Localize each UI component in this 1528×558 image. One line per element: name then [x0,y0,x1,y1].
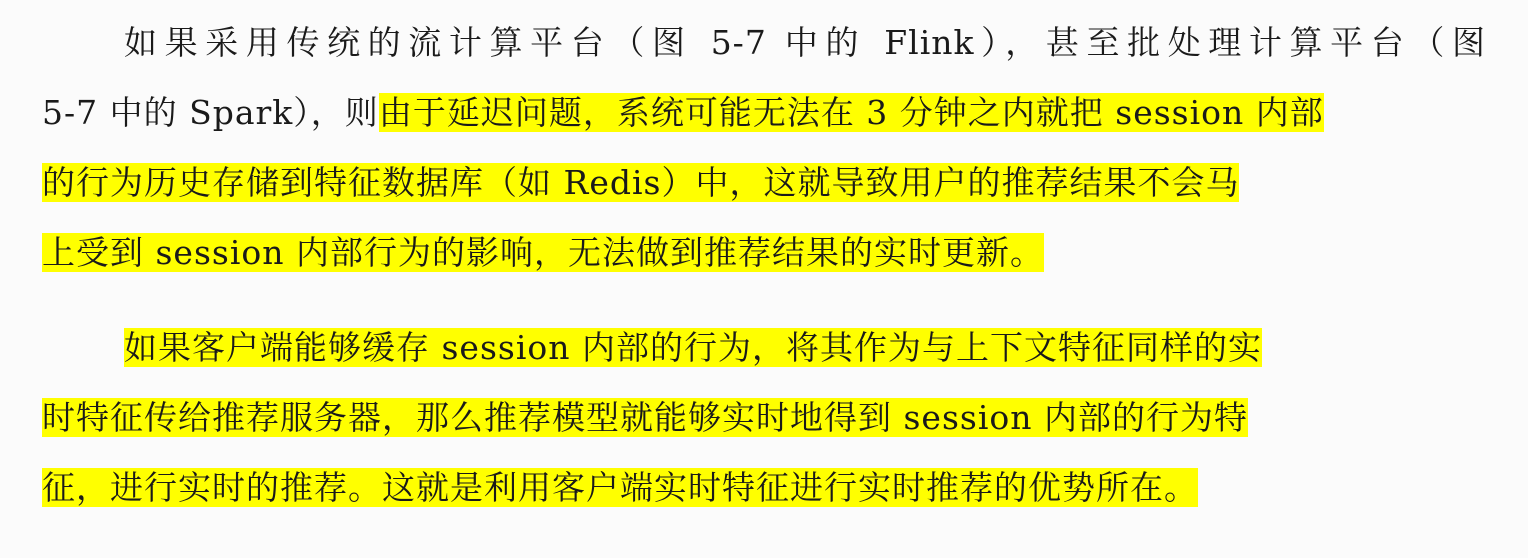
paragraph-1-line-1 [124,8,1486,78]
paragraph-2-line-3-highlighted-text: 征，进行实时的推荐。这就是利用客户端实时特征进行实时推荐的优势所在。 [42,468,1198,507]
paragraph-1-line-3 [42,148,1486,218]
paragraph-1-line-1-text: 如果采用传统的流计算平台（图 5-7 中的 Flink），甚至批处理计算平台（图 [124,23,1486,62]
paragraph-1-line-2-highlighted-text: 由于延迟问题，系统可能无法在 3 分钟之内就把 session 内部 [378,93,1324,132]
paragraph-1-line-4 [42,218,1044,288]
paragraph-1-line-2 [42,78,1486,148]
paragraph-2-line-1 [124,313,1262,383]
paragraph-2-line-2 [42,383,1248,453]
paragraph-2-line-3 [42,453,1198,523]
paragraph-2-line-1-highlighted-text: 如果客户端能够缓存 session 内部的行为，将其作为与上下文特征同样的实 [124,328,1262,367]
paragraph-2-line-2-highlighted-text: 时特征传给推荐服务器，那么推荐模型就能够实时地得到 session 内部的行为特 [42,398,1248,437]
paragraph-1-line-2-plain-text: 5-7 中的 Spark），则 [42,93,379,132]
paragraph-1-line-4-highlighted-text: 上受到 session 内部行为的影响，无法做到推荐结果的实时更新。 [42,233,1044,272]
paragraph-1-line-3-highlighted-text: 的行为历史存储到特征数据库（如 Redis）中，这就导致用户的推荐结果不会马 [42,163,1240,202]
